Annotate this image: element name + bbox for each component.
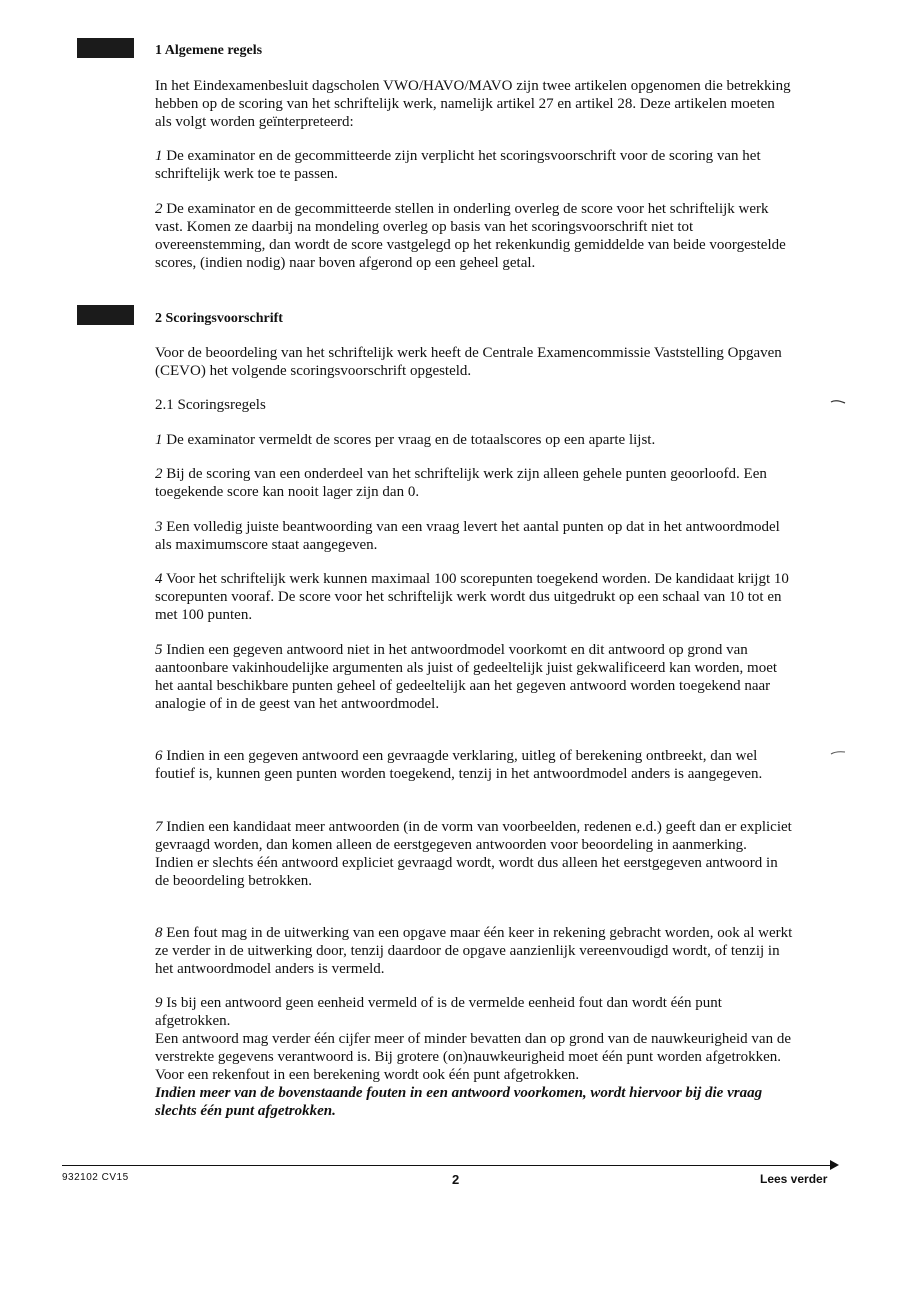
margin-check-mark: [830, 750, 846, 756]
rule-item: [155, 570, 795, 624]
document-code: 932102 CV15: [62, 1172, 129, 1183]
rule-text: Indien een gegeven antwoord niet in het antwoordmodel voorkomt en dit antwoord op grond van aantoonbare vakinhoudelijke argumenten als juist of gedeeltelijk juist gekwalificeerd kan worden, moet het aantal beschikbare punten geheel of gedeeltelijk aan het gegeven antwoord worden toegekend naar analogie of in de geest van het antwoordmodel.: [155, 642, 778, 712]
page-number: 2: [452, 1172, 460, 1187]
rule-text: Indien in een gegeven antwoord een gevraagde verklaring, uitleg of berekening ontbreekt, dan wel foutief is, kunnen geen punten worden toegekend, tenzij in het antwoordmodel anders is aangegeven.: [155, 748, 763, 782]
section-heading-algemene-regels: 1 Algemene regels: [155, 43, 263, 58]
rule-item: [155, 147, 795, 183]
rule-text: De examinator en de gecommitteerde zijn verplicht het scoringsvoorschrift voor de scoring van het schriftelijk werk toe te passen.: [155, 148, 761, 182]
rule-item: [155, 431, 795, 449]
section2-intro: Voor de beoordeling van het schriftelijk werk heeft de Centrale Examencommissie Vaststelling Opgaven (CEVO) het volgende scoringsvoorschrift opgesteld.: [155, 345, 782, 379]
rule-item: [155, 465, 795, 501]
margin-check-mark: [830, 398, 846, 404]
rule-number: 2: [155, 201, 163, 217]
rule-text-continued: Indien er slechts één antwoord expliciet gevraagd wordt, wordt dus alleen het eerstgegeven antwoord in de beoordeling betrokken.: [155, 855, 778, 889]
arrow-right-icon: [830, 1160, 839, 1170]
rule-text-continued: Een antwoord mag verder één cijfer meer of minder bevatten dan op grond van de nauwkeurigheid van de verstrekte gegevens verantwoord is. Bij grotere (on)nauwkeurigheid moet één punt worden afgetrokken. Voor een rekenfout in een berekening wordt ook één punt afgetrokken.: [155, 1031, 791, 1083]
rule-emphasis: Indien meer van de bovenstaande fouten in een antwoord voorkomen, wordt hiervoor bij die vraag slechts één punt afgetrokken.: [155, 1085, 763, 1119]
rule-item: [155, 818, 795, 890]
rule-number: 3: [155, 519, 163, 535]
rule-number: 8: [155, 925, 163, 941]
rule-text: Een fout mag in de uitwerking van een opgave maar één keer in rekening gebracht worden, ook al werkt ze verder in de uitwerking door, tenzij daardoor de opgave aanzienlijk vereenvoudigd wordt, of tenzij in het antwoordmodel anders is vermeld.: [155, 925, 793, 977]
rule-number: 9: [155, 995, 163, 1011]
rule-item: [155, 518, 795, 554]
rule-text: De examinator en de gecommitteerde stellen in onderling overleg de score voor het schriftelijk werk vast. Komen ze daarbij na mondeling overleg op basis van het scoringsvoorschrift niet tot overeenstemming, dan wordt de score vastgelegd op het rekenkundig gemiddelde van beide voorgestelde scores, (indien nodig) naar boven afgerond op een geheel getal.: [155, 201, 786, 271]
rule-item: [155, 924, 795, 978]
rule-number: 7: [155, 819, 163, 835]
rule-item: [155, 641, 795, 713]
rule-text: Bij de scoring van een onderdeel van het schriftelijk werk zijn alleen gehele punten geoorloofd. Een toegekende score kan nooit lager zijn dan 0.: [155, 466, 767, 500]
rule-number: 1: [155, 148, 163, 164]
rule-number: 2: [155, 466, 163, 482]
section-marker: [77, 305, 134, 325]
continue-label: Lees verder: [760, 1172, 828, 1186]
rule-text: Voor het schriftelijk werk kunnen maximaal 100 scorepunten toegekend worden. De kandidaat krijgt 10 scorepunten vooraf. De score voor het schriftelijk werk wordt dus uitgedrukt op een schaal van 10 tot en met 100 punten.: [155, 571, 789, 623]
rule-number: 5: [155, 642, 163, 658]
rule-text: De examinator vermeldt de scores per vraag en de totaalscores op een aparte lijst.: [166, 432, 656, 448]
rule-item: [155, 994, 795, 1120]
rule-number: 6: [155, 748, 163, 764]
rule-text: Indien een kandidaat meer antwoorden (in de vorm van voorbeelden, redenen e.d.) geeft dan er expliciet gevraagd worden, dan komen alleen de eerstgegeven antwoorden voor beoordeling in aanmerking.: [155, 819, 792, 853]
subsection-heading: 2.1 Scoringsregels: [155, 397, 266, 413]
section1-intro: In het Eindexamenbesluit dagscholen VWO/HAVO/MAVO zijn twee artikelen opgenomen die betrekking hebben op de scoring van het schriftelijk werk, namelijk artikel 27 en artikel 28. Deze artikelen moeten als volgt worden geïnterpreteerd:: [155, 78, 791, 130]
rule-text: Een volledig juiste beantwoording van een vraag levert het aantal punten op dat in het antwoordmodel als maximumscore staat aangegeven.: [155, 519, 780, 553]
section-heading-scoringsvoorschrift: 2 Scoringsvoorschrift: [155, 311, 283, 326]
section-marker: [77, 38, 134, 58]
footer-rule: [62, 1165, 832, 1166]
rule-item: [155, 200, 795, 272]
rule-number: 4: [155, 571, 163, 587]
rule-item: [155, 747, 795, 783]
rule-number: 1: [155, 432, 163, 448]
rule-text: Is bij een antwoord geen eenheid vermeld of is de vermelde eenheid fout dan wordt één punt afgetrokken.: [155, 995, 722, 1029]
